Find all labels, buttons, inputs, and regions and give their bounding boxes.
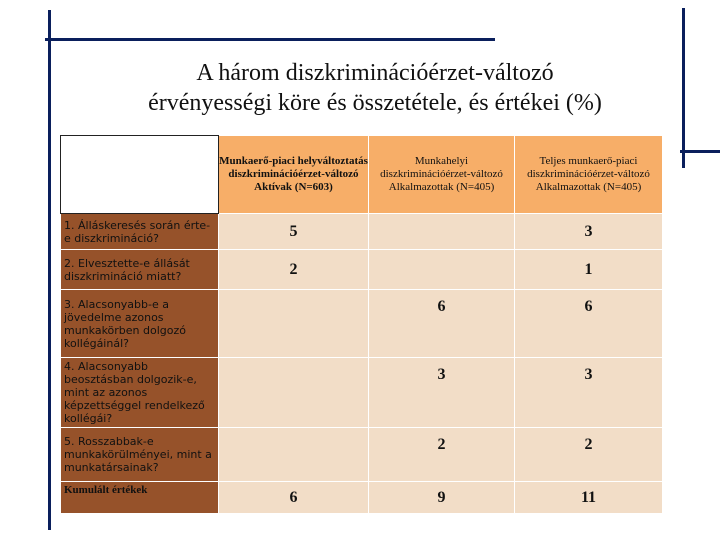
decor-bar-top-horizontal [45,38,495,41]
table-row [61,358,663,428]
value-cell [219,358,369,428]
decor-bar-left-vertical [48,10,51,530]
decor-bar-right-horizontal [680,150,720,153]
row-label: 4. Alacsonyabb beosztásban dolgozik-e, mint az azonos képzettséggel rendelkező kollégái? [61,358,219,428]
value-cell: 3 [515,358,663,428]
header-col-2: Munkahelyi diszkriminációérzet-változó Alkalmazottak (N=405) [369,136,515,214]
row-label: 1. Álláskeresés során érte-e diszkrimináció? [61,214,219,250]
value-cell: 9 [369,482,515,514]
slide-title [110,58,640,118]
data-table [60,135,663,514]
table-row [61,214,663,250]
value-cell: 1 [515,250,663,290]
title-line-1: A három diszkriminációérzet-változó [196,60,554,86]
row-label: 5. Rosszabbak-e munkakörülményei, mint a munkatársainak? [61,428,219,482]
value-cell: 5 [219,214,369,250]
title-line-2: érvényességi köre és összetétele, és értékei (%) [148,90,602,116]
value-cell: 2 [369,428,515,482]
value-cell [369,214,515,250]
decor-bar-right-vertical [682,8,685,168]
table-row-total [61,482,663,514]
header-col-1: Munkaerő-piaci helyváltoztatás diszkriminációérzet-változó Aktívak (N=603) [219,136,369,214]
value-cell: 6 [369,290,515,358]
value-cell [369,250,515,290]
value-cell: 3 [515,214,663,250]
table-row [61,290,663,358]
row-label: Kumulált értékek [61,482,219,514]
value-cell: 2 [219,250,369,290]
value-cell: 6 [219,482,369,514]
table-header-row [61,136,663,214]
value-cell: 3 [369,358,515,428]
header-col-3: Teljes munkaerő-piaci diszkriminációérzet-változó Alkalmazottak (N=405) [515,136,663,214]
value-cell [219,290,369,358]
table-row [61,428,663,482]
value-cell: 6 [515,290,663,358]
value-cell: 11 [515,482,663,514]
header-empty-cell [61,136,219,214]
row-label: 3. Alacsonyabb-e a jövedelme azonos munkakörben dolgozó kollégáinál? [61,290,219,358]
value-cell [219,428,369,482]
row-label: 2. Elvesztette-e állását diszkrimináció miatt? [61,250,219,290]
table-row [61,250,663,290]
value-cell: 2 [515,428,663,482]
